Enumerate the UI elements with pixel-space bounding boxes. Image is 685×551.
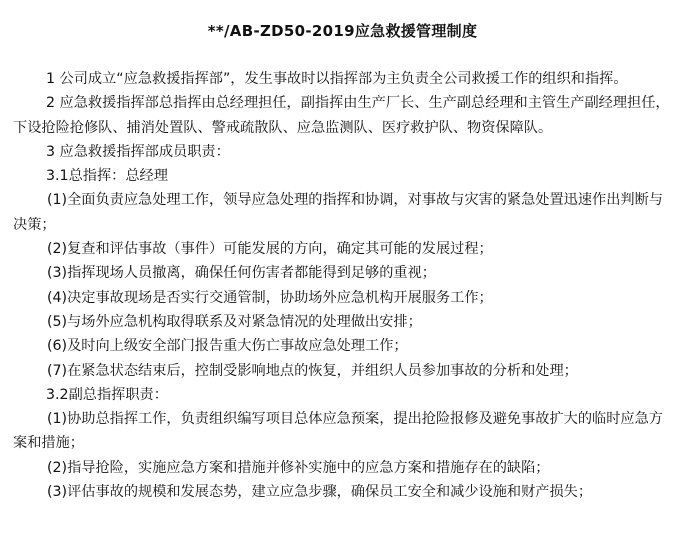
list-item-3-1-6: (6)及时向上级安全部门报告重大伤亡事故应急处理工作； (47, 338, 408, 355)
section-3-2-heading: 3.2副总指挥职责： (46, 386, 168, 403)
list-item-3-1-4: (4)决定事故现场是否实行交通管制，协助场外应急机构开展服务工作； (47, 289, 493, 306)
list-item-3-2-3: (3)评估事故的规模和发展态势，建立应急步骤，确保员工安全和减少设施和财产损失； (47, 484, 593, 501)
list-item-3-1-7: (7)在紧急状态结束后，控制受影响地点的恢复，并组织人员参加事故的分析和处理； (47, 362, 578, 379)
list-item-3-2-2: (2)指导抢险，实施应急方案和措施并修补实施中的应急方案和措施存在的缺陷； (47, 459, 550, 476)
list-item-3-2-1: (1)协助总指挥工作，负责组织编写项目总体应急预案，提出抢险报修及避免事故扩大的临时应急方案和措施； (13, 411, 663, 452)
list-item-3-1-2: (2)复查和评估事故（事件）可能发展的方向，确定其可能的发展过程； (47, 241, 493, 258)
document-body (13, 67, 673, 504)
document-title: **/AB-ZD50-2019应急救援管理制度 (207, 22, 478, 40)
list-item-3-1-5: (5)与场外应急机构取得联系及对紧急情况的处理做出安排； (47, 313, 422, 330)
list-item-3-1-3: (3)指挥现场人员撤离，确保任何伤害者都能得到足够的重视； (47, 265, 436, 282)
paragraph-3: 3 应急救援指挥部成员职责： (46, 143, 230, 160)
section-3-1-heading: 3.1总指挥：总经理 (46, 168, 168, 185)
list-item-3-1-1: (1)全面负责应急处理工作，领导应急处理的指挥和协调，对事故与灾害的紧急处置迅速作出判断与决策； (13, 192, 663, 233)
paragraph-2: 2 应急救援指挥部总指挥由总经理担任，副指挥由生产厂长、生产副总经理和主管生产副经理担任，下设抢险抢修队、捕消处置队、警戒疏散队、应急监测队、医疗救护队、物资保障队。 (13, 95, 670, 136)
paragraph-1: 1 公司成立“应急救援指挥部”，发生事故时以指挥部为主负责全公司救援工作的组织和指挥。 (46, 71, 628, 87)
